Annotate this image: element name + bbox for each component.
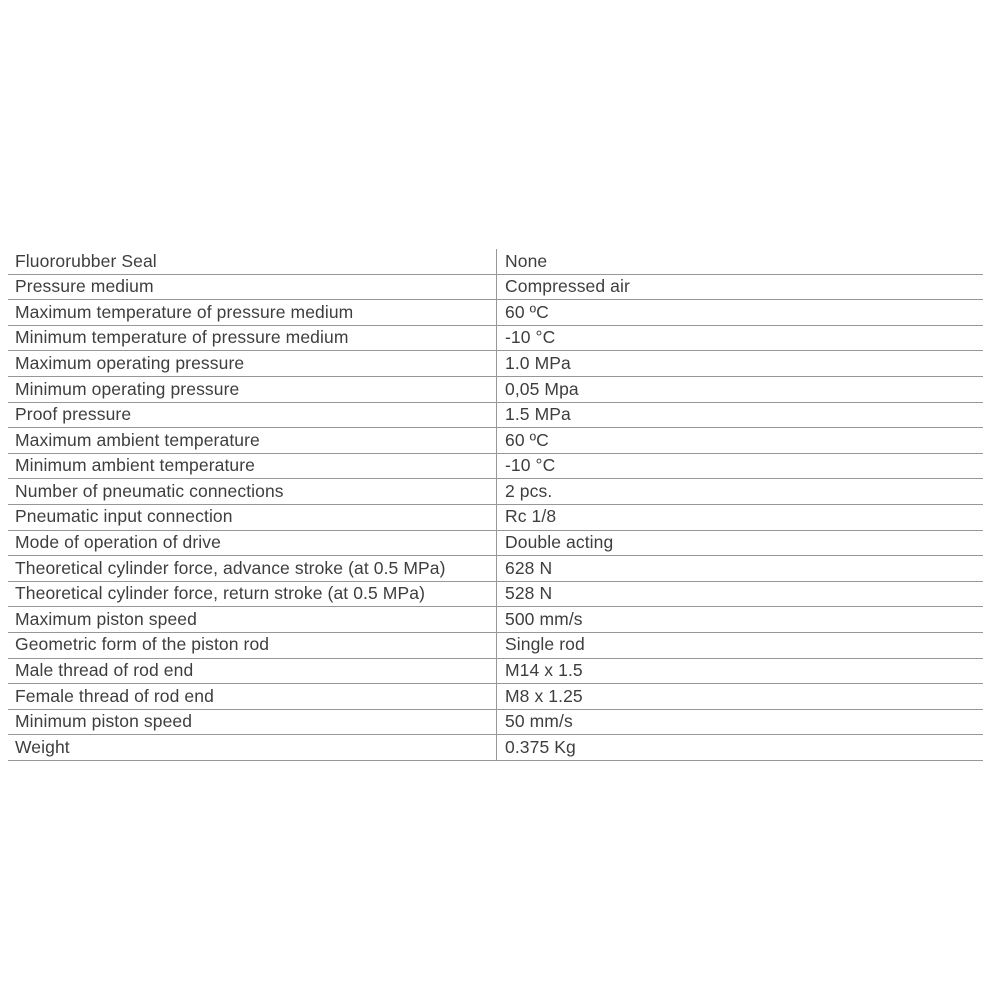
spec-value-cell: Compressed air bbox=[496, 275, 983, 300]
spec-label-cell: Maximum ambient temperature bbox=[15, 429, 260, 450]
spec-label-cell: Maximum operating pressure bbox=[15, 352, 245, 373]
spec-table bbox=[8, 249, 983, 761]
spec-label-cell: Minimum piston speed bbox=[15, 711, 193, 732]
spec-row bbox=[8, 556, 983, 582]
spec-value-cell: 500 mm/s bbox=[496, 607, 983, 632]
spec-row bbox=[8, 275, 983, 301]
spec-value-cell: 1.0 MPa bbox=[496, 351, 983, 376]
spec-value-cell: 0.375 Kg bbox=[496, 735, 983, 760]
spec-label-cell: Pneumatic input connection bbox=[15, 506, 233, 527]
spec-value-cell: -10 °C bbox=[496, 454, 983, 479]
spec-label-cell: Maximum temperature of pressure medium bbox=[15, 301, 354, 322]
spec-label-cell: Fluororubber Seal bbox=[15, 250, 157, 271]
spec-value-cell: Single rod bbox=[496, 633, 983, 658]
spec-value-cell: 50 mm/s bbox=[496, 710, 983, 735]
spec-row bbox=[8, 249, 983, 275]
spec-row bbox=[8, 582, 983, 608]
spec-label-cell: Minimum ambient temperature bbox=[15, 455, 256, 476]
spec-value-cell: M14 x 1.5 bbox=[496, 659, 983, 684]
spec-label-cell: Pressure medium bbox=[15, 276, 154, 297]
spec-row bbox=[8, 326, 983, 352]
spec-value-cell: 60 ºC bbox=[496, 300, 983, 325]
spec-value-cell: -10 °C bbox=[496, 326, 983, 351]
spec-value-cell: Rc 1/8 bbox=[496, 505, 983, 530]
spec-label-cell: Weight bbox=[15, 736, 70, 757]
spec-row bbox=[8, 633, 983, 659]
spec-row bbox=[8, 607, 983, 633]
spec-row bbox=[8, 710, 983, 736]
spec-label-cell: Geometric form of the piston rod bbox=[15, 634, 270, 655]
spec-value-cell: Double acting bbox=[496, 531, 983, 556]
spec-row bbox=[8, 454, 983, 480]
spec-row bbox=[8, 735, 983, 761]
spec-row bbox=[8, 300, 983, 326]
spec-label-cell: Number of pneumatic connections bbox=[15, 480, 284, 501]
spec-label-cell: Theoretical cylinder force, advance stroke (at 0.5 MPa) bbox=[15, 557, 446, 578]
spec-label-cell: Theoretical cylinder force, return stroke (at 0.5 MPa) bbox=[15, 583, 426, 604]
spec-value-cell: 528 N bbox=[496, 582, 983, 607]
spec-row bbox=[8, 505, 983, 531]
spec-value-cell: 2 pcs. bbox=[496, 479, 983, 504]
spec-row bbox=[8, 531, 983, 557]
spec-row bbox=[8, 351, 983, 377]
spec-value-cell: 1.5 MPa bbox=[496, 403, 983, 428]
spec-value-cell: M8 x 1.25 bbox=[496, 684, 983, 709]
spec-label-cell: Proof pressure bbox=[15, 404, 132, 425]
spec-label-cell: Mode of operation of drive bbox=[15, 532, 221, 553]
spec-row bbox=[8, 479, 983, 505]
spec-value-cell: 628 N bbox=[496, 556, 983, 581]
spec-value-cell: 60 ºC bbox=[496, 428, 983, 453]
spec-row bbox=[8, 403, 983, 429]
spec-row bbox=[8, 684, 983, 710]
spec-label-cell: Male thread of rod end bbox=[15, 660, 194, 681]
spec-label-cell: Minimum operating pressure bbox=[15, 378, 240, 399]
spec-value-cell: None bbox=[496, 249, 983, 274]
spec-value-cell: 0,05 Mpa bbox=[496, 377, 983, 402]
spec-row bbox=[8, 377, 983, 403]
spec-label-cell: Maximum piston speed bbox=[15, 608, 197, 629]
spec-row bbox=[8, 428, 983, 454]
spec-label-cell: Minimum temperature of pressure medium bbox=[15, 327, 349, 348]
spec-label-cell: Female thread of rod end bbox=[15, 685, 214, 706]
spec-row bbox=[8, 659, 983, 685]
